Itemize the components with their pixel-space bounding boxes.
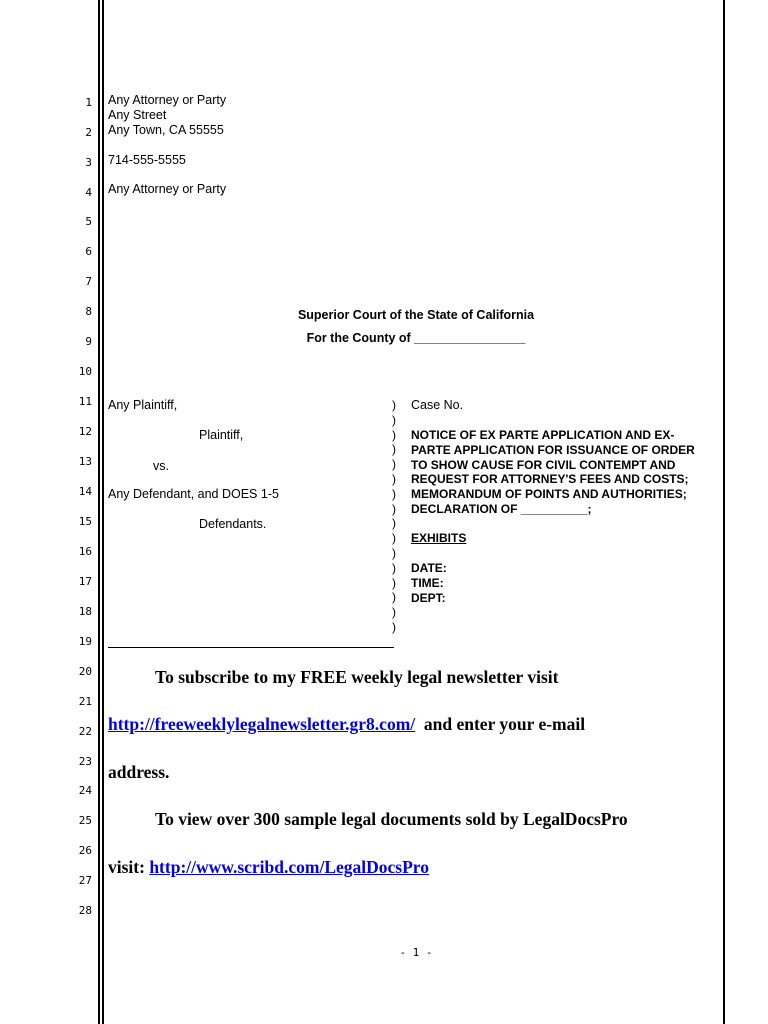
scribd-line-1: To view over 300 sample legal documents sold by LegalDocsPro bbox=[155, 809, 628, 829]
paren: ) bbox=[392, 442, 396, 457]
paren: ) bbox=[392, 516, 396, 531]
line-number: 10 bbox=[78, 365, 92, 378]
line-number: 6 bbox=[85, 245, 92, 258]
line-number: 1 bbox=[85, 96, 92, 109]
line-number: 18 bbox=[78, 605, 92, 618]
attorney-phone: 714-555-5555 bbox=[108, 153, 186, 167]
line-number: 8 bbox=[85, 305, 92, 318]
newsletter-line-2 bbox=[108, 714, 585, 734]
paren: ) bbox=[392, 545, 396, 560]
line-number: 7 bbox=[85, 275, 92, 288]
line-number: 22 bbox=[78, 725, 92, 738]
attorney-name: Any Attorney or Party bbox=[108, 93, 227, 107]
court-county: For the County of ________________ bbox=[306, 331, 526, 345]
line-number: 9 bbox=[85, 335, 92, 348]
right-margin-rule bbox=[723, 0, 725, 1024]
hearing-dept-label: DEPT: bbox=[411, 591, 446, 605]
line-number: 15 bbox=[78, 515, 92, 528]
left-margin-rule-outer bbox=[98, 0, 100, 1024]
line-number: 11 bbox=[78, 395, 92, 408]
paren: ) bbox=[392, 471, 396, 486]
scribd-line-2 bbox=[108, 857, 429, 877]
paren: ) bbox=[392, 486, 396, 501]
paren: ) bbox=[392, 427, 396, 442]
paren: ) bbox=[392, 531, 396, 546]
paren: ) bbox=[392, 619, 396, 634]
line-number: 4 bbox=[85, 186, 92, 199]
plaintiff-role: Plaintiff, bbox=[199, 428, 244, 442]
hearing-time-label: TIME: bbox=[411, 576, 444, 590]
defendant-name: Any Defendant, and DOES 1-5 bbox=[108, 487, 279, 501]
line-number: 14 bbox=[78, 485, 92, 498]
line-number: 25 bbox=[78, 814, 92, 827]
line-number: 28 bbox=[78, 904, 92, 917]
caption-parentheses bbox=[392, 398, 400, 635]
paren: ) bbox=[392, 590, 396, 605]
line-number: 20 bbox=[78, 665, 92, 678]
exhibits-label: EXHIBITS bbox=[411, 531, 467, 545]
paren: ) bbox=[392, 398, 396, 412]
line-number: 3 bbox=[85, 156, 92, 169]
left-margin-rule-inner bbox=[102, 0, 104, 1024]
line-number: 19 bbox=[78, 635, 92, 648]
line-number: 27 bbox=[78, 874, 92, 887]
line-number: 12 bbox=[78, 425, 92, 438]
hearing-date-label: DATE: bbox=[411, 561, 447, 575]
paren: ) bbox=[392, 560, 396, 575]
newsletter-after-link: and enter your e-mail bbox=[423, 714, 586, 734]
scribd-link[interactable]: http://www.scribd.com/LegalDocsPro bbox=[149, 857, 429, 877]
attorney-city: Any Town, CA 55555 bbox=[108, 123, 224, 137]
line-number: 5 bbox=[85, 215, 92, 228]
paren: ) bbox=[392, 575, 396, 590]
line-number: 2 bbox=[85, 126, 92, 139]
paren: ) bbox=[392, 501, 396, 516]
case-number-label: Case No. bbox=[411, 398, 464, 412]
defendant-role: Defendants. bbox=[199, 517, 267, 531]
plaintiff-name: Any Plaintiff, bbox=[108, 398, 178, 412]
newsletter-link[interactable]: http://freeweeklylegalnewsletter.gr8.com/ bbox=[108, 714, 416, 734]
attorney-for: Any Attorney or Party bbox=[108, 182, 227, 196]
visit-label: visit: bbox=[108, 857, 145, 877]
line-number: 23 bbox=[78, 755, 92, 768]
caption-underline bbox=[108, 647, 394, 648]
court-name: Superior Court of the State of California bbox=[297, 308, 535, 322]
page-number: - 1 - bbox=[399, 946, 433, 959]
paren: ) bbox=[392, 605, 396, 620]
line-number: 24 bbox=[78, 784, 92, 797]
newsletter-line-1: To subscribe to my FREE weekly legal newsletter visit bbox=[155, 667, 559, 687]
line-number: 13 bbox=[78, 455, 92, 468]
newsletter-line-3: address. bbox=[108, 762, 170, 782]
paren: ) bbox=[392, 457, 396, 472]
line-number: 16 bbox=[78, 545, 92, 558]
paren: ) bbox=[392, 412, 396, 427]
document-title: NOTICE OF EX PARTE APPLICATION AND EX-PARTE APPLICATION FOR ISSUANCE OF ORDER TO SHOW CAUSE FOR CIVIL CONTEMPT AND REQUEST FOR ATTORNEY'S FEES AND COSTS; MEMORANDUM OF POINTS AND AUTHORITIES; DECLARATION OF __________; bbox=[411, 428, 695, 516]
versus: vs. bbox=[153, 459, 169, 473]
line-number: 21 bbox=[78, 695, 92, 708]
line-number: 17 bbox=[78, 575, 92, 588]
line-number: 26 bbox=[78, 844, 92, 857]
attorney-street: Any Street bbox=[108, 108, 167, 122]
